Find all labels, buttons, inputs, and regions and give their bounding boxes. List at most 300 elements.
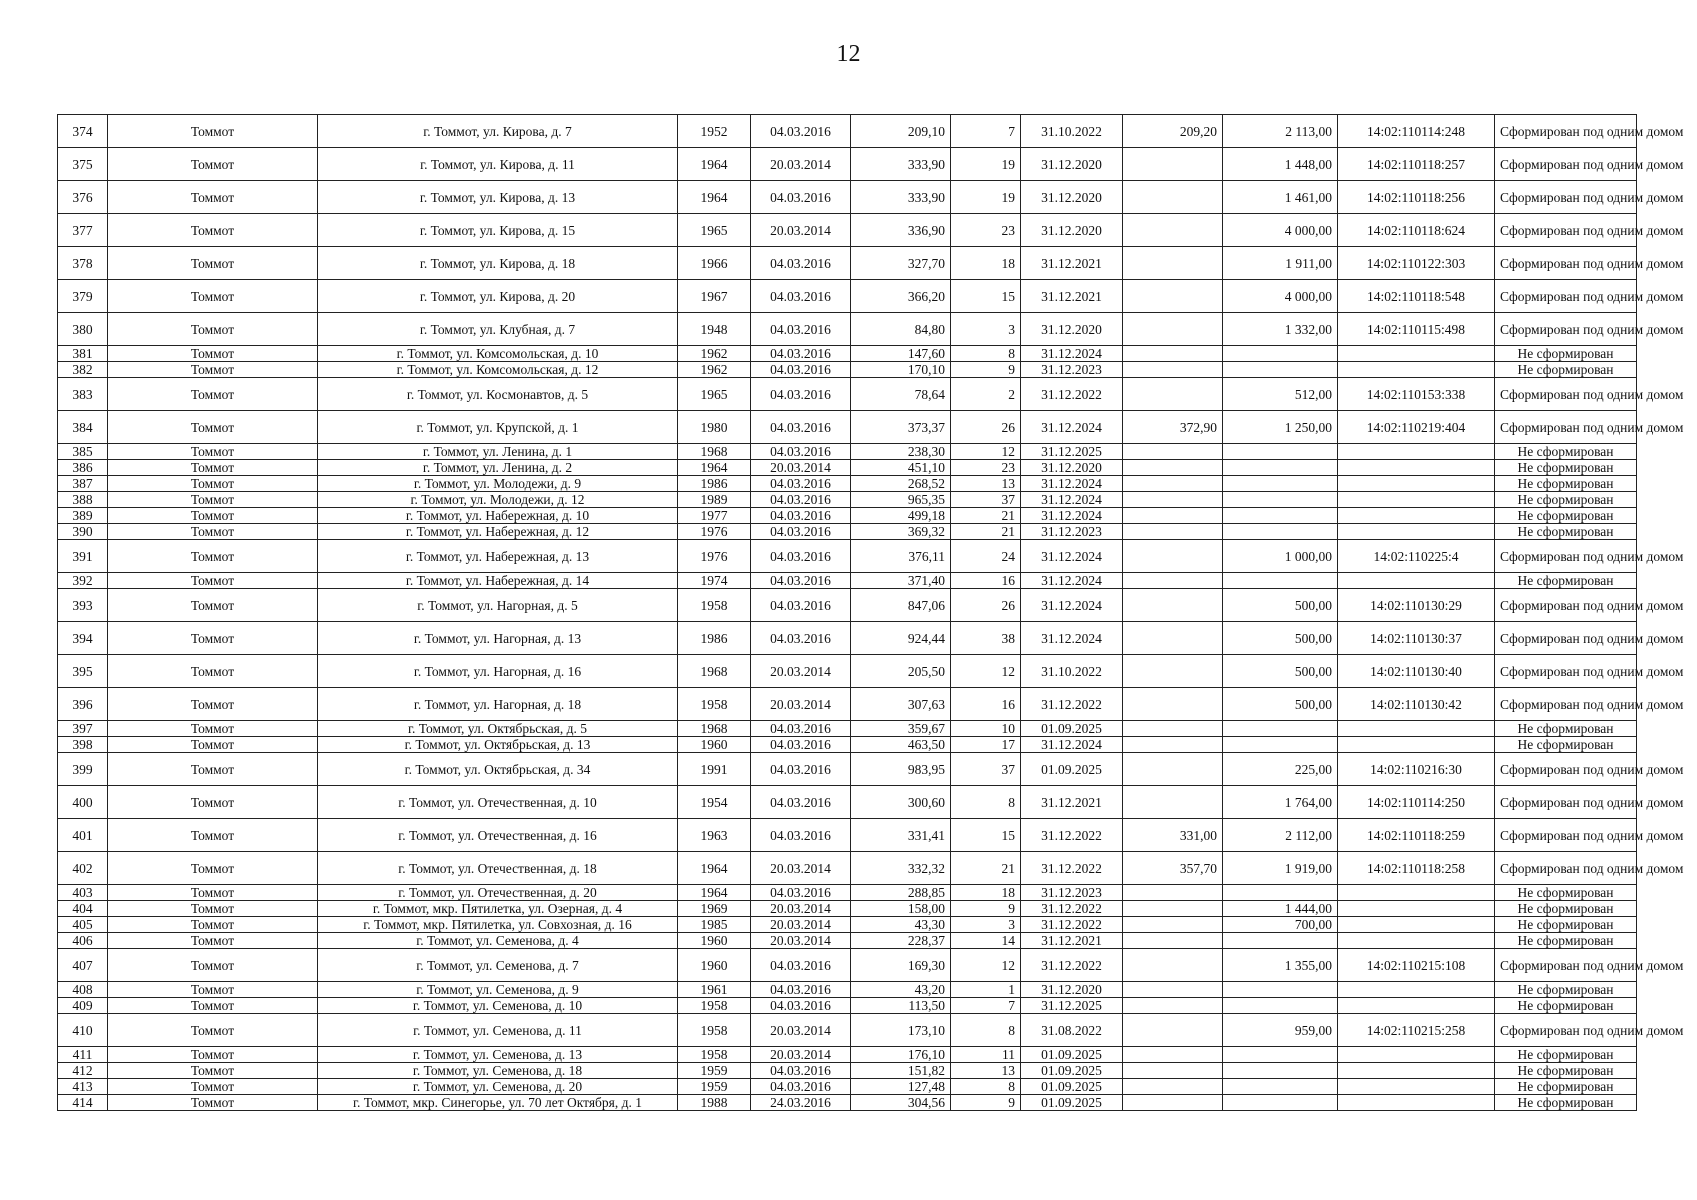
status-cell: Сформирован под одним домом	[1495, 181, 1637, 214]
deadline-cell: 01.09.2025	[1021, 721, 1123, 737]
area-cell: 965,35	[851, 492, 951, 508]
cadastral-number-cell: 14:02:110130:37	[1338, 622, 1495, 655]
row-number-cell: 387	[58, 476, 108, 492]
area-cell: 371,40	[851, 573, 951, 589]
address-cell: г. Томмот, ул. Семенова, д. 11	[318, 1014, 678, 1047]
area-cell: 304,56	[851, 1095, 951, 1111]
table-row	[58, 885, 1637, 901]
settlement-cell: Томмот	[108, 492, 318, 508]
build-year-cell: 1964	[678, 885, 751, 901]
status-cell: Сформирован под одним домом	[1495, 786, 1637, 819]
row-number-cell: 383	[58, 378, 108, 411]
row-number-cell: 393	[58, 589, 108, 622]
area-cell: 170,10	[851, 362, 951, 378]
deadline-cell: 31.12.2022	[1021, 819, 1123, 852]
plot-area-cell	[1223, 492, 1338, 508]
cadastral-number-cell	[1338, 444, 1495, 460]
row-number-cell: 376	[58, 181, 108, 214]
deadline-cell: 31.12.2024	[1021, 622, 1123, 655]
inclusion-date-cell: 04.03.2016	[751, 524, 851, 540]
plot-area-cell: 1 444,00	[1223, 901, 1338, 917]
address-cell: г. Томмот, ул. Космонавтов, д. 5	[318, 378, 678, 411]
inclusion-date-cell: 20.03.2014	[751, 917, 851, 933]
inclusion-date-cell: 20.03.2014	[751, 688, 851, 721]
plot-area-cell	[1223, 998, 1338, 1014]
table-row	[58, 476, 1637, 492]
inclusion-date-cell: 04.03.2016	[751, 444, 851, 460]
build-year-cell: 1968	[678, 655, 751, 688]
status-cell: Не сформирован	[1495, 460, 1637, 476]
status-cell: Не сформирован	[1495, 885, 1637, 901]
inclusion-date-cell: 04.03.2016	[751, 786, 851, 819]
area-cell: 983,95	[851, 753, 951, 786]
area-cell: 78,64	[851, 378, 951, 411]
settlement-cell: Томмот	[108, 540, 318, 573]
build-year-cell: 1980	[678, 411, 751, 444]
address-cell: г. Томмот, ул. Комсомольская, д. 12	[318, 362, 678, 378]
table-row	[58, 622, 1637, 655]
table-row	[58, 508, 1637, 524]
row-number-cell: 406	[58, 933, 108, 949]
inclusion-date-cell: 04.03.2016	[751, 998, 851, 1014]
row-number-cell: 409	[58, 998, 108, 1014]
settlement-cell: Томмот	[108, 737, 318, 753]
apartments-cell: 16	[951, 573, 1021, 589]
area-cell: 84,80	[851, 313, 951, 346]
apartments-cell: 13	[951, 1063, 1021, 1079]
table-row	[58, 1095, 1637, 1111]
table-row	[58, 819, 1637, 852]
area-cell: 158,00	[851, 901, 951, 917]
apartments-cell: 21	[951, 852, 1021, 885]
deadline-cell: 01.09.2025	[1021, 1079, 1123, 1095]
address-cell: г. Томмот, ул. Молодежи, д. 9	[318, 476, 678, 492]
cadastral-number-cell: 14:02:110118:259	[1338, 819, 1495, 852]
apartments-cell: 1	[951, 982, 1021, 998]
area-cell: 369,32	[851, 524, 951, 540]
deadline-cell: 01.09.2025	[1021, 1063, 1123, 1079]
inclusion-date-cell: 04.03.2016	[751, 949, 851, 982]
deadline-cell: 31.12.2023	[1021, 524, 1123, 540]
plot-area-cell	[1223, 1079, 1338, 1095]
cadastral-number-cell	[1338, 933, 1495, 949]
status-cell: Сформирован под одним домом	[1495, 280, 1637, 313]
plot-area-cell	[1223, 721, 1338, 737]
table-row	[58, 214, 1637, 247]
apartments-cell: 14	[951, 933, 1021, 949]
address-cell: г. Томмот, ул. Набережная, д. 13	[318, 540, 678, 573]
area-cell: 333,90	[851, 181, 951, 214]
plot-area-cell: 2 113,00	[1223, 115, 1338, 148]
inclusion-date-cell: 04.03.2016	[751, 313, 851, 346]
area-cell: 205,50	[851, 655, 951, 688]
area-cell: 151,82	[851, 1063, 951, 1079]
table-row	[58, 411, 1637, 444]
plot-area-cell: 1 919,00	[1223, 852, 1338, 885]
address-cell: г. Томмот, ул. Семенова, д. 10	[318, 998, 678, 1014]
cadastral-number-cell	[1338, 901, 1495, 917]
land-area-cell	[1123, 214, 1223, 247]
row-number-cell: 413	[58, 1079, 108, 1095]
apartments-cell: 12	[951, 655, 1021, 688]
inclusion-date-cell: 20.03.2014	[751, 655, 851, 688]
inclusion-date-cell: 04.03.2016	[751, 115, 851, 148]
build-year-cell: 1965	[678, 214, 751, 247]
table-row	[58, 524, 1637, 540]
row-number-cell: 411	[58, 1047, 108, 1063]
plot-area-cell: 700,00	[1223, 917, 1338, 933]
plot-area-cell	[1223, 982, 1338, 998]
build-year-cell: 1969	[678, 901, 751, 917]
plot-area-cell: 959,00	[1223, 1014, 1338, 1047]
table-row	[58, 460, 1637, 476]
build-year-cell: 1962	[678, 346, 751, 362]
address-cell: г. Томмот, ул. Кирова, д. 13	[318, 181, 678, 214]
cadastral-number-cell	[1338, 346, 1495, 362]
row-number-cell: 404	[58, 901, 108, 917]
deadline-cell: 31.12.2023	[1021, 362, 1123, 378]
area-cell: 499,18	[851, 508, 951, 524]
area-cell: 373,37	[851, 411, 951, 444]
settlement-cell: Томмот	[108, 214, 318, 247]
build-year-cell: 1952	[678, 115, 751, 148]
area-cell: 463,50	[851, 737, 951, 753]
table-row	[58, 786, 1637, 819]
deadline-cell: 31.12.2025	[1021, 444, 1123, 460]
row-number-cell: 379	[58, 280, 108, 313]
apartments-cell: 3	[951, 917, 1021, 933]
settlement-cell: Томмот	[108, 786, 318, 819]
apartments-cell: 7	[951, 998, 1021, 1014]
apartments-cell: 16	[951, 688, 1021, 721]
row-number-cell: 395	[58, 655, 108, 688]
deadline-cell: 31.12.2022	[1021, 688, 1123, 721]
deadline-cell: 31.12.2024	[1021, 476, 1123, 492]
status-cell: Сформирован под одним домом	[1495, 589, 1637, 622]
address-cell: г. Томмот, ул. Отечественная, д. 20	[318, 885, 678, 901]
inclusion-date-cell: 20.03.2014	[751, 901, 851, 917]
apartments-cell: 37	[951, 753, 1021, 786]
cadastral-number-cell	[1338, 1063, 1495, 1079]
cadastral-number-cell: 14:02:110118:256	[1338, 181, 1495, 214]
area-cell: 268,52	[851, 476, 951, 492]
address-cell: г. Томмот, ул. Нагорная, д. 18	[318, 688, 678, 721]
apartments-cell: 2	[951, 378, 1021, 411]
settlement-cell: Томмот	[108, 1095, 318, 1111]
status-cell: Сформирован под одним домом	[1495, 115, 1637, 148]
address-cell: г. Томмот, ул. Отечественная, д. 16	[318, 819, 678, 852]
inclusion-date-cell: 04.03.2016	[751, 589, 851, 622]
address-cell: г. Томмот, ул. Набережная, д. 14	[318, 573, 678, 589]
status-cell: Не сформирован	[1495, 476, 1637, 492]
plot-area-cell: 1 448,00	[1223, 148, 1338, 181]
deadline-cell: 31.10.2022	[1021, 115, 1123, 148]
apartments-cell: 9	[951, 362, 1021, 378]
settlement-cell: Томмот	[108, 885, 318, 901]
land-area-cell	[1123, 346, 1223, 362]
land-area-cell	[1123, 476, 1223, 492]
row-number-cell: 378	[58, 247, 108, 280]
build-year-cell: 1959	[678, 1063, 751, 1079]
address-cell: г. Томмот, ул. Ленина, д. 1	[318, 444, 678, 460]
area-cell: 209,10	[851, 115, 951, 148]
settlement-cell: Томмот	[108, 589, 318, 622]
address-cell: г. Томмот, ул. Октябрьская, д. 34	[318, 753, 678, 786]
deadline-cell: 31.12.2024	[1021, 540, 1123, 573]
table-row	[58, 737, 1637, 753]
inclusion-date-cell: 04.03.2016	[751, 362, 851, 378]
plot-area-cell: 1 461,00	[1223, 181, 1338, 214]
land-area-cell	[1123, 508, 1223, 524]
build-year-cell: 1976	[678, 524, 751, 540]
plot-area-cell	[1223, 444, 1338, 460]
inclusion-date-cell: 20.03.2014	[751, 1047, 851, 1063]
settlement-cell: Томмот	[108, 313, 318, 346]
plot-area-cell	[1223, 1063, 1338, 1079]
status-cell: Сформирован под одним домом	[1495, 622, 1637, 655]
inclusion-date-cell: 04.03.2016	[751, 346, 851, 362]
build-year-cell: 1968	[678, 721, 751, 737]
plot-area-cell: 1 332,00	[1223, 313, 1338, 346]
settlement-cell: Томмот	[108, 917, 318, 933]
land-area-cell: 372,90	[1123, 411, 1223, 444]
settlement-cell: Томмот	[108, 247, 318, 280]
inclusion-date-cell: 04.03.2016	[751, 819, 851, 852]
build-year-cell: 1958	[678, 1014, 751, 1047]
row-number-cell: 398	[58, 737, 108, 753]
address-cell: г. Томмот, мкр. Пятилетка, ул. Совхозная, д. 16	[318, 917, 678, 933]
page-number: 12	[836, 41, 861, 67]
table-row	[58, 998, 1637, 1014]
row-number-cell: 408	[58, 982, 108, 998]
status-cell: Не сформирован	[1495, 737, 1637, 753]
row-number-cell: 384	[58, 411, 108, 444]
status-cell: Сформирован под одним домом	[1495, 1014, 1637, 1047]
address-cell: г. Томмот, мкр. Пятилетка, ул. Озерная, д. 4	[318, 901, 678, 917]
inclusion-date-cell: 04.03.2016	[751, 1079, 851, 1095]
settlement-cell: Томмот	[108, 949, 318, 982]
area-cell: 366,20	[851, 280, 951, 313]
status-cell: Не сформирован	[1495, 524, 1637, 540]
area-cell: 288,85	[851, 885, 951, 901]
table-row	[58, 115, 1637, 148]
cadastral-number-cell: 14:02:110130:29	[1338, 589, 1495, 622]
address-cell: г. Томмот, ул. Семенова, д. 4	[318, 933, 678, 949]
address-cell: г. Томмот, ул. Ленина, д. 2	[318, 460, 678, 476]
status-cell: Сформирован под одним домом	[1495, 378, 1637, 411]
address-cell: г. Томмот, ул. Кирова, д. 18	[318, 247, 678, 280]
settlement-cell: Томмот	[108, 982, 318, 998]
area-cell: 113,50	[851, 998, 951, 1014]
build-year-cell: 1958	[678, 688, 751, 721]
status-cell: Не сформирован	[1495, 933, 1637, 949]
status-cell: Не сформирован	[1495, 508, 1637, 524]
row-number-cell: 403	[58, 885, 108, 901]
build-year-cell: 1961	[678, 982, 751, 998]
status-cell: Не сформирован	[1495, 444, 1637, 460]
address-cell: г. Томмот, ул. Кирова, д. 20	[318, 280, 678, 313]
status-cell: Не сформирован	[1495, 1047, 1637, 1063]
land-area-cell	[1123, 753, 1223, 786]
inclusion-date-cell: 04.03.2016	[751, 508, 851, 524]
inclusion-date-cell: 04.03.2016	[751, 492, 851, 508]
build-year-cell: 1965	[678, 378, 751, 411]
plot-area-cell: 1 911,00	[1223, 247, 1338, 280]
address-cell: г. Томмот, ул. Клубная, д. 7	[318, 313, 678, 346]
status-cell: Не сформирован	[1495, 362, 1637, 378]
deadline-cell: 31.12.2020	[1021, 181, 1123, 214]
settlement-cell: Томмот	[108, 148, 318, 181]
deadline-cell: 31.12.2022	[1021, 378, 1123, 411]
deadline-cell: 31.12.2024	[1021, 411, 1123, 444]
area-cell: 238,30	[851, 444, 951, 460]
table-row	[58, 589, 1637, 622]
land-area-cell	[1123, 444, 1223, 460]
inclusion-date-cell: 04.03.2016	[751, 982, 851, 998]
inclusion-date-cell: 04.03.2016	[751, 540, 851, 573]
apartments-cell: 26	[951, 411, 1021, 444]
inclusion-date-cell: 20.03.2014	[751, 148, 851, 181]
land-area-cell	[1123, 901, 1223, 917]
table-row	[58, 1063, 1637, 1079]
table-row	[58, 148, 1637, 181]
settlement-cell: Томмот	[108, 346, 318, 362]
settlement-cell: Томмот	[108, 998, 318, 1014]
row-number-cell: 382	[58, 362, 108, 378]
address-cell: г. Томмот, ул. Кирова, д. 15	[318, 214, 678, 247]
plot-area-cell	[1223, 885, 1338, 901]
apartments-cell: 24	[951, 540, 1021, 573]
area-cell: 376,11	[851, 540, 951, 573]
apartments-cell: 21	[951, 524, 1021, 540]
table-row	[58, 362, 1637, 378]
apartments-cell: 17	[951, 737, 1021, 753]
build-year-cell: 1958	[678, 1047, 751, 1063]
apartments-cell: 9	[951, 1095, 1021, 1111]
apartments-cell: 18	[951, 885, 1021, 901]
land-area-cell	[1123, 688, 1223, 721]
cadastral-number-cell: 14:02:110118:624	[1338, 214, 1495, 247]
inclusion-date-cell: 04.03.2016	[751, 573, 851, 589]
settlement-cell: Томмот	[108, 524, 318, 540]
inclusion-date-cell: 04.03.2016	[751, 411, 851, 444]
deadline-cell: 31.12.2024	[1021, 589, 1123, 622]
area-cell: 147,60	[851, 346, 951, 362]
row-number-cell: 377	[58, 214, 108, 247]
area-cell: 332,32	[851, 852, 951, 885]
table-row	[58, 721, 1637, 737]
row-number-cell: 399	[58, 753, 108, 786]
inclusion-date-cell: 04.03.2016	[751, 181, 851, 214]
settlement-cell: Томмот	[108, 362, 318, 378]
cadastral-number-cell	[1338, 982, 1495, 998]
apartments-cell: 3	[951, 313, 1021, 346]
apartments-cell: 19	[951, 148, 1021, 181]
build-year-cell: 1958	[678, 589, 751, 622]
row-number-cell: 388	[58, 492, 108, 508]
cadastral-number-cell	[1338, 737, 1495, 753]
inclusion-date-cell: 20.03.2014	[751, 933, 851, 949]
apartments-cell: 26	[951, 589, 1021, 622]
deadline-cell: 31.12.2021	[1021, 933, 1123, 949]
cadastral-number-cell: 14:02:110118:548	[1338, 280, 1495, 313]
cadastral-number-cell: 14:02:110118:257	[1338, 148, 1495, 181]
area-cell: 924,44	[851, 622, 951, 655]
status-cell: Сформирован под одним домом	[1495, 949, 1637, 982]
status-cell: Не сформирован	[1495, 1095, 1637, 1111]
row-number-cell: 410	[58, 1014, 108, 1047]
plot-area-cell	[1223, 362, 1338, 378]
settlement-cell: Томмот	[108, 852, 318, 885]
address-cell: г. Томмот, ул. Кирова, д. 7	[318, 115, 678, 148]
settlement-cell: Томмот	[108, 819, 318, 852]
land-area-cell	[1123, 786, 1223, 819]
cadastral-number-cell: 14:02:110130:40	[1338, 655, 1495, 688]
deadline-cell: 01.09.2025	[1021, 1095, 1123, 1111]
plot-area-cell	[1223, 524, 1338, 540]
build-year-cell: 1960	[678, 933, 751, 949]
build-year-cell: 1966	[678, 247, 751, 280]
address-cell: г. Томмот, ул. Семенова, д. 18	[318, 1063, 678, 1079]
address-cell: г. Томмот, ул. Семенова, д. 13	[318, 1047, 678, 1063]
cadastral-number-cell	[1338, 524, 1495, 540]
build-year-cell: 1964	[678, 852, 751, 885]
settlement-cell: Томмот	[108, 1063, 318, 1079]
apartments-cell: 13	[951, 476, 1021, 492]
land-area-cell	[1123, 949, 1223, 982]
cadastral-number-cell	[1338, 362, 1495, 378]
land-area-cell	[1123, 998, 1223, 1014]
land-area-cell	[1123, 148, 1223, 181]
cadastral-number-cell	[1338, 721, 1495, 737]
cadastral-number-cell: 14:02:110225:4	[1338, 540, 1495, 573]
plot-area-cell: 500,00	[1223, 655, 1338, 688]
address-cell: г. Томмот, ул. Семенова, д. 9	[318, 982, 678, 998]
area-cell: 169,30	[851, 949, 951, 982]
row-number-cell: 412	[58, 1063, 108, 1079]
area-cell: 127,48	[851, 1079, 951, 1095]
status-cell: Не сформирован	[1495, 721, 1637, 737]
table-row	[58, 378, 1637, 411]
plot-area-cell: 1 355,00	[1223, 949, 1338, 982]
status-cell: Не сформирован	[1495, 982, 1637, 998]
deadline-cell: 31.12.2020	[1021, 214, 1123, 247]
apartments-cell: 23	[951, 214, 1021, 247]
address-cell: г. Томмот, ул. Нагорная, д. 16	[318, 655, 678, 688]
apartments-cell: 8	[951, 1014, 1021, 1047]
cadastral-number-cell	[1338, 573, 1495, 589]
table-body	[58, 115, 1684, 1111]
table-row	[58, 1014, 1637, 1047]
settlement-cell: Томмот	[108, 933, 318, 949]
land-area-cell	[1123, 524, 1223, 540]
deadline-cell: 31.12.2020	[1021, 982, 1123, 998]
row-number-cell: 380	[58, 313, 108, 346]
deadline-cell: 31.12.2020	[1021, 313, 1123, 346]
inclusion-date-cell: 04.03.2016	[751, 737, 851, 753]
status-cell: Сформирован под одним домом	[1495, 655, 1637, 688]
settlement-cell: Томмот	[108, 721, 318, 737]
inclusion-date-cell: 20.03.2014	[751, 214, 851, 247]
area-cell: 176,10	[851, 1047, 951, 1063]
table-row	[58, 540, 1637, 573]
build-year-cell: 1986	[678, 622, 751, 655]
cadastral-number-cell: 14:02:110118:258	[1338, 852, 1495, 885]
land-area-cell	[1123, 181, 1223, 214]
apartments-cell: 7	[951, 115, 1021, 148]
plot-area-cell: 225,00	[1223, 753, 1338, 786]
land-area-cell	[1123, 721, 1223, 737]
